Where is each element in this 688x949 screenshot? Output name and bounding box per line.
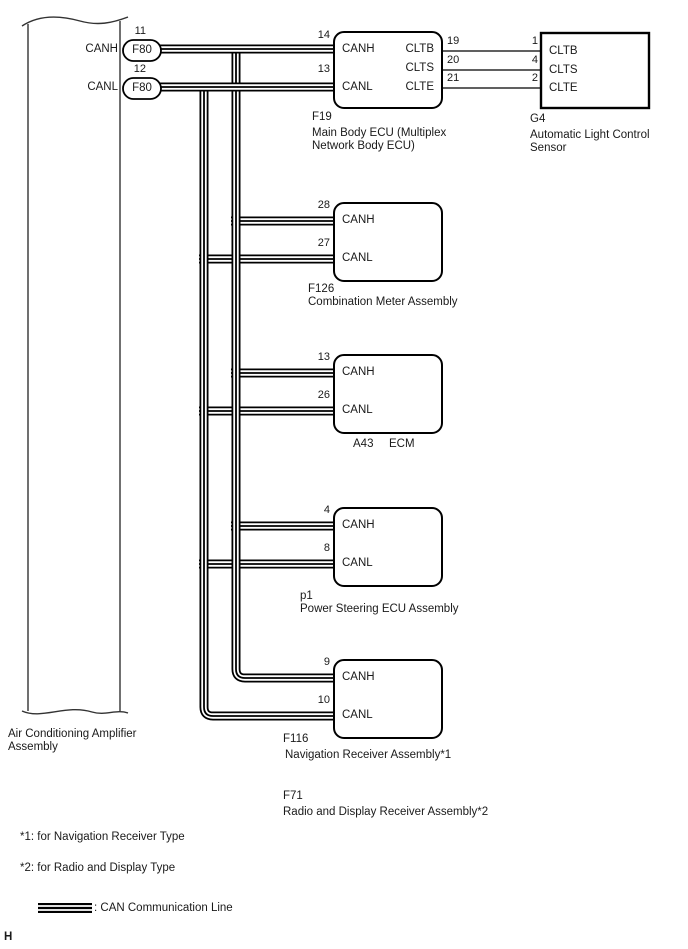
- p1-signal-canh: CANH: [342, 519, 375, 531]
- a43-name: ECM: [389, 438, 415, 450]
- pin-label-f116-canl: 10: [317, 694, 330, 706]
- f19-code: F19: [312, 111, 332, 123]
- f126-signal-canh: CANH: [342, 214, 375, 226]
- g4-signal-cltb: CLTB: [549, 45, 578, 57]
- p1-code: p1: [300, 590, 313, 602]
- pin-label-f80-canh: 11: [134, 25, 146, 37]
- f116-code: F116: [283, 733, 309, 745]
- signal-label-canl: CANL: [87, 81, 118, 93]
- g4-signal-clts: CLTS: [549, 64, 578, 76]
- pin-label-g4-cltb: 1: [531, 35, 538, 47]
- f19-name: Main Body ECU (Multiplex Network Body ECU): [312, 127, 447, 152]
- pin-label-f80-canl: 12: [133, 63, 146, 75]
- f126-name: Combination Meter Assembly: [308, 296, 458, 308]
- legend-can-line-text: : CAN Communication Line: [94, 902, 233, 914]
- f116-signal-canl: CANL: [342, 709, 373, 721]
- pin-label-f126-canh: 28: [317, 199, 330, 211]
- pin-label-f126-canl: 27: [317, 237, 330, 249]
- f116-signal-canh: CANH: [342, 671, 375, 683]
- f126-code: F126: [308, 283, 335, 295]
- signal-label-canh: CANH: [85, 43, 118, 55]
- p1-name: Power Steering ECU Assembly: [300, 603, 459, 615]
- page-footer-mark: H: [4, 931, 13, 943]
- pin-label-a43-canh: 13: [317, 351, 330, 363]
- pin-label-p1-canl: 8: [323, 542, 330, 554]
- pin-label-g4-clte: 2: [531, 72, 538, 84]
- connector-code-f80-canh: F80: [132, 44, 152, 56]
- pin-label-f116-canh: 9: [323, 656, 330, 668]
- g4-name: Automatic Light Control Sensor: [530, 129, 650, 154]
- pin-label-a43-canl: 26: [317, 389, 330, 401]
- pin-label-clte-out: 21: [447, 72, 460, 84]
- pin-label-cltb-out: 19: [447, 35, 460, 47]
- f19-signal-canh: CANH: [342, 43, 375, 55]
- connector-code-f80-canl: F80: [132, 82, 152, 94]
- amplifier-band: [22, 17, 128, 714]
- pin-label-clts-out: 20: [447, 54, 460, 66]
- f126-signal-canl: CANL: [342, 252, 373, 264]
- pin-label-g4-clts: 4: [531, 54, 538, 66]
- pin-label-f19-canl: 13: [317, 63, 330, 75]
- g4-signal-clte: CLTE: [549, 82, 578, 94]
- note-navigation-type: *1: for Navigation Receiver Type: [20, 831, 185, 843]
- g4-code: G4: [530, 113, 546, 125]
- pin-label-p1-canh: 4: [323, 504, 330, 516]
- f19-signal-clts: CLTS: [405, 62, 434, 74]
- f71-name: Radio and Display Receiver Assembly*2: [283, 806, 489, 818]
- p1-signal-canl: CANL: [342, 557, 373, 569]
- a43-code: A43: [353, 438, 374, 450]
- f19-signal-cltb: CLTB: [405, 43, 434, 55]
- a43-signal-canl: CANL: [342, 404, 373, 416]
- f19-signal-canl: CANL: [342, 81, 373, 93]
- f19-signal-clte: CLTE: [405, 81, 434, 93]
- a43-signal-canh: CANH: [342, 366, 375, 378]
- f116-name: Navigation Receiver Assembly*1: [285, 749, 452, 761]
- note-radio-type: *2: for Radio and Display Type: [20, 862, 176, 874]
- amplifier-label: Air Conditioning Amplifier Assembly: [8, 728, 137, 753]
- f71-code: F71: [283, 790, 303, 802]
- pin-label-f19-canh: 14: [317, 29, 330, 41]
